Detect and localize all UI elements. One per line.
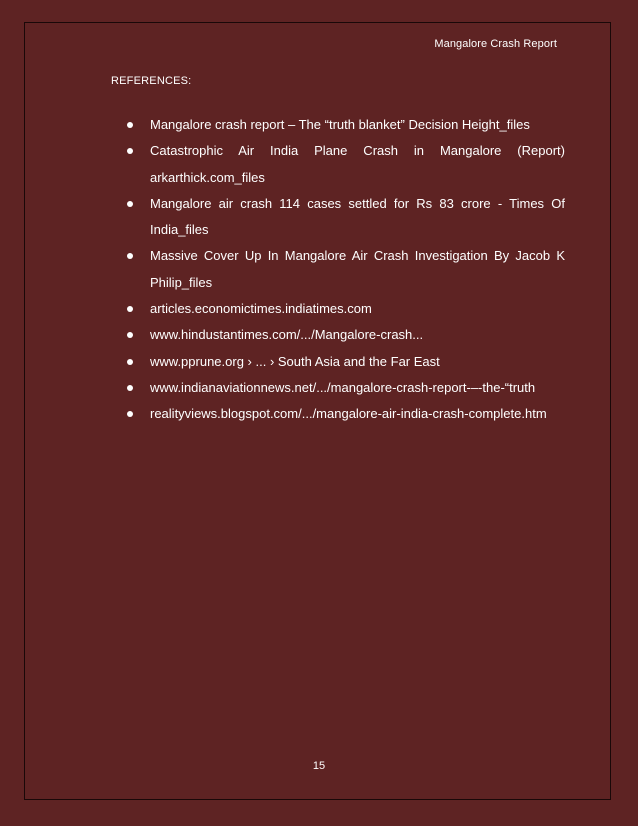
reference-item: [127, 322, 565, 348]
bullet-icon: [127, 359, 133, 365]
bullet-icon: [127, 122, 133, 128]
bullet-icon: [127, 201, 133, 207]
bullet-icon: [127, 306, 133, 312]
bullet-icon: [127, 148, 133, 154]
reference-text: www.pprune.org › ... › South Asia and the Far East: [150, 353, 440, 369]
references-list: [127, 112, 565, 428]
reference-item: [127, 138, 565, 191]
reference-item: [127, 401, 565, 427]
reference-item: [127, 112, 565, 138]
references-heading: REFERENCES:: [111, 75, 192, 87]
reference-text: realityviews.blogspot.com/.../mangalore-air-india-crash-complete.htm: [150, 406, 547, 422]
reference-item: [127, 191, 565, 244]
bullet-icon: [127, 385, 133, 391]
reference-item: [127, 296, 565, 322]
running-header: Mangalore Crash Report: [434, 38, 557, 50]
page-number: 15: [312, 760, 326, 772]
reference-text: www.hindustantimes.com/.../Mangalore-crash...: [150, 327, 424, 343]
reference-text: Catastrophic Air India Plane Crash in Mangalore (Report) arkarthick.com_files: [150, 143, 565, 185]
bullet-icon: [127, 332, 133, 338]
bullet-icon: [127, 411, 133, 417]
reference-item: [127, 243, 565, 296]
reference-item: [127, 375, 565, 401]
reference-text: Massive Cover Up In Mangalore Air Crash Investigation By Jacob K Philip_files: [150, 248, 565, 290]
reference-text: Mangalore air crash 114 cases settled for Rs 83 crore - Times Of India_files: [150, 195, 565, 238]
reference-text: articles.economictimes.indiatimes.com: [150, 301, 372, 317]
reference-text: www.indianaviationnews.net/.../mangalore-crash-report-–-the-“truth: [150, 379, 536, 395]
reference-text: Mangalore crash report – The “truth blanket” Decision Height_files: [150, 117, 530, 132]
reference-item: [127, 349, 565, 375]
bullet-icon: [127, 253, 133, 259]
